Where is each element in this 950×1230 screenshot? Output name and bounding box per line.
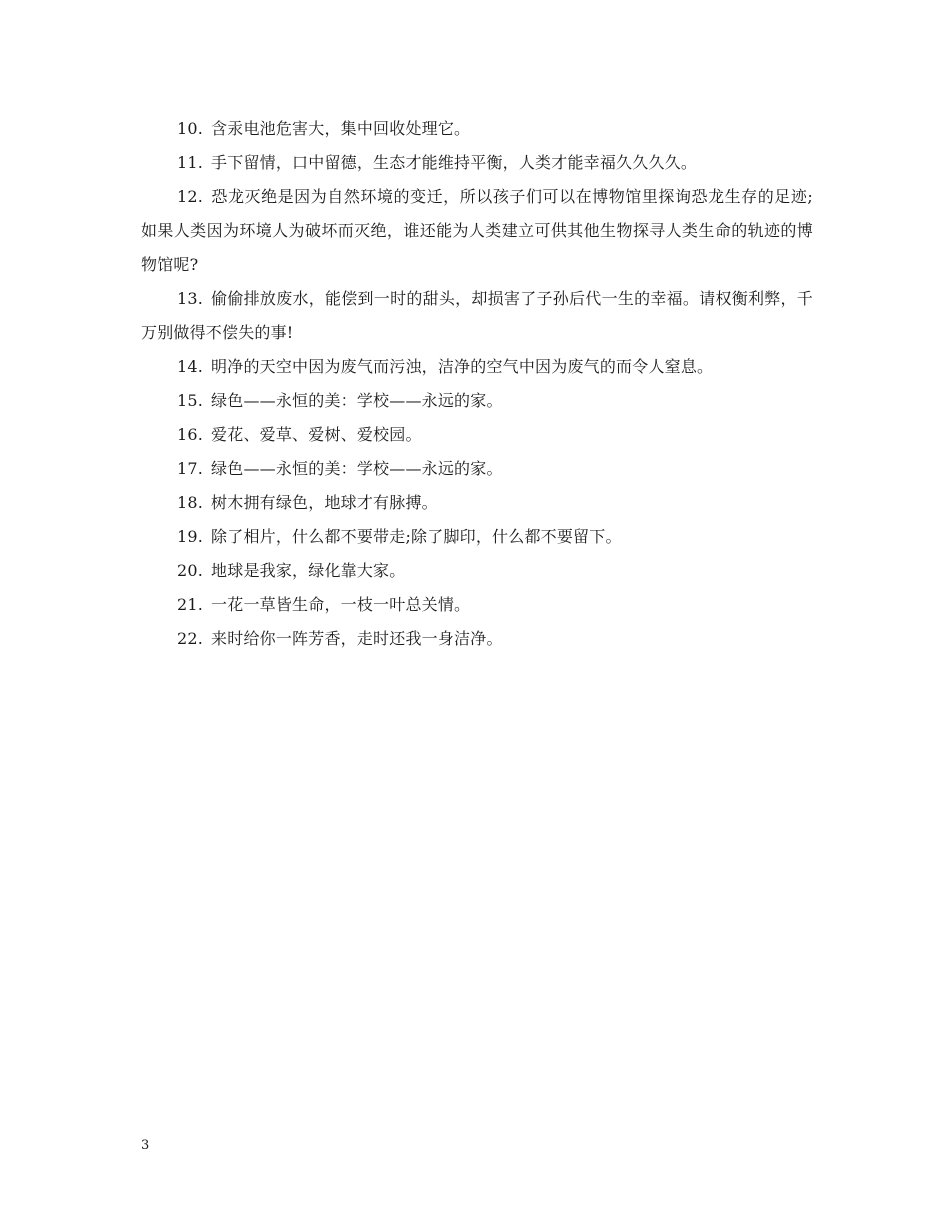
list-item [141, 520, 813, 554]
list-item [141, 350, 813, 384]
item-text: 来时给你一阵芳香，走时还我一身洁净。 [211, 629, 503, 648]
item-number: 20. [177, 561, 204, 580]
list-item [141, 554, 813, 588]
item-number: 22. [177, 629, 204, 648]
item-text: 手下留情，口中留德，生态才能维持平衡，人类才能幸福久久久久。 [211, 153, 698, 172]
document-body [141, 112, 813, 656]
item-text: 含汞电池危害大，集中回收处理它。 [211, 119, 471, 138]
list-item [141, 282, 813, 350]
item-number: 14. [177, 357, 204, 376]
item-number: 16. [177, 425, 204, 444]
list-item [141, 146, 813, 180]
list-item [141, 180, 813, 282]
list-item [141, 622, 813, 656]
list-item [141, 452, 813, 486]
item-text: 除了相片，什么都不要带走;除了脚印，什么都不要留下。 [211, 527, 622, 546]
page-number: 3 [141, 1138, 150, 1153]
item-text: 一花一草皆生命，一枝一叶总关情。 [211, 595, 471, 614]
item-number: 10. [177, 119, 204, 138]
item-number: 11. [177, 153, 204, 172]
item-number: 18. [177, 493, 204, 512]
item-number: 12. [177, 187, 204, 206]
item-text: 树木拥有绿色，地球才有脉搏。 [211, 493, 438, 512]
list-item [141, 112, 813, 146]
item-number: 21. [177, 595, 204, 614]
list-item [141, 486, 813, 520]
item-text: 恐龙灭绝是因为自然环境的变迁，所以孩子们可以在博物馆里探询恐龙生存的足迹;如果人类因为环境人为破坏而灭绝，谁还能为人类建立可供其他生物探寻人类生命的轨迹的博物馆呢? [141, 187, 813, 274]
item-text: 地球是我家，绿化靠大家。 [211, 561, 406, 580]
item-number: 13. [177, 289, 204, 308]
item-text: 绿色——永恒的美：学校——永远的家。 [211, 391, 503, 410]
list-item [141, 588, 813, 622]
item-text: 绿色——永恒的美：学校——永远的家。 [211, 459, 503, 478]
list-item [141, 418, 813, 452]
item-number: 15. [177, 391, 204, 410]
item-text: 偷偷排放废水，能偿到一时的甜头，却损害了子孙后代一生的幸福。请权衡利弊，千万别做得不偿失的事! [141, 289, 813, 342]
item-number: 19. [177, 527, 204, 546]
item-number: 17. [177, 459, 204, 478]
item-text: 明净的天空中因为废气而污浊，洁净的空气中因为废气的而令人窒息。 [211, 357, 714, 376]
list-item [141, 384, 813, 418]
item-text: 爱花、爱草、爱树、爱校园。 [211, 425, 422, 444]
